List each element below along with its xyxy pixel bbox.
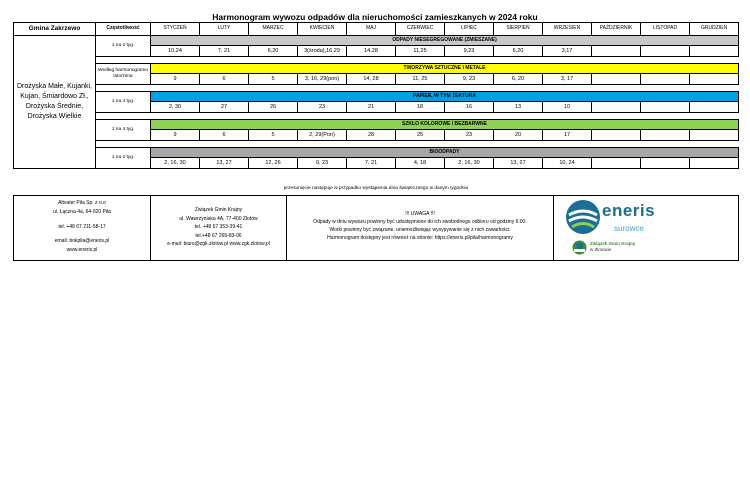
month-header: PAŹDZIERNIK bbox=[592, 23, 641, 36]
frequency-cell: 1 na 4 tyg. bbox=[96, 120, 151, 141]
date-cell: 13 bbox=[494, 102, 543, 113]
date-cell: 2, 16, 30 bbox=[445, 158, 494, 169]
date-cell: 27 bbox=[200, 102, 249, 113]
notice-line-3[interactable]: Harmonogram dostępny jest również na stronie: https://eneris.pl/pila/harmonogramy bbox=[327, 235, 513, 241]
header-row bbox=[14, 23, 739, 36]
date-cell: 23 bbox=[298, 102, 347, 113]
company-website[interactable]: www.eneris.pl bbox=[66, 247, 98, 253]
date-cell: 9 bbox=[151, 130, 200, 141]
separator-cell bbox=[96, 141, 739, 148]
category-row bbox=[14, 64, 739, 74]
holiday-note: przesunięcie następuje w przypadku wystąpienia dnia świątecznego w danym tygodniu bbox=[283, 186, 469, 191]
notice-heading: !!! UWAGA !!! bbox=[405, 211, 435, 217]
date-cell: 26 bbox=[249, 102, 298, 113]
zgk-phone-2: tel.+48 67 265-83-06 bbox=[195, 232, 242, 239]
date-cell: 6 bbox=[200, 74, 249, 85]
date-cell bbox=[690, 158, 739, 169]
date-cell: 3,17 bbox=[543, 46, 592, 57]
company-info bbox=[14, 196, 151, 260]
separator-row bbox=[14, 141, 739, 148]
date-cell: 11,25 bbox=[396, 46, 445, 57]
month-header: GRUDZIEŃ bbox=[690, 23, 739, 36]
month-header: MARZEC bbox=[249, 23, 298, 36]
separator-row bbox=[14, 85, 739, 92]
date-cell bbox=[690, 46, 739, 57]
gmina-header: Gmina Zakrzewo bbox=[14, 23, 96, 36]
month-header: WRZESIEŃ bbox=[543, 23, 592, 36]
separator-cell bbox=[96, 85, 739, 92]
places-cell: Drożyska Małe, Kujanki, Kujan, Śmiardowo Zł., Drożyska Średnie, Drożyska Wielkie bbox=[14, 36, 96, 169]
company-phone: tel. +48 67 211-58-17 bbox=[58, 223, 106, 230]
company-address: ul. Łączna 4a, 64-920 Piła bbox=[53, 208, 111, 215]
category-row bbox=[14, 148, 739, 158]
zgk-address: ul. Wawrzyniaka 4A, 77-400 Złotów bbox=[179, 215, 258, 222]
date-cell: 3, 17 bbox=[543, 74, 592, 85]
date-cell: 25 bbox=[396, 130, 445, 141]
surowce-wordmark: surowce bbox=[614, 224, 644, 233]
date-cell: 28 bbox=[347, 130, 396, 141]
date-cell: 16 bbox=[445, 102, 494, 113]
date-cell: 4, 18 bbox=[396, 158, 445, 169]
date-cell bbox=[641, 74, 690, 85]
date-cell: 2, 16, 30 bbox=[151, 158, 200, 169]
date-cell: 7, 21 bbox=[200, 46, 249, 57]
date-cell: 5 bbox=[249, 130, 298, 141]
zgk-logo-text bbox=[590, 241, 635, 253]
company-name: Altvater Piła Sp. z o.o bbox=[58, 200, 106, 206]
category-label: TWORZYWA SZTUCZNE I METALE bbox=[151, 64, 739, 74]
date-cell bbox=[641, 158, 690, 169]
notice-line-1: Odpady w dniu wywozu powinny być udostępnione do ich swobodnego odbioru od godziny 6:00. bbox=[313, 219, 527, 225]
date-cell: 3(środa),16,29 bbox=[298, 46, 347, 57]
date-cell: 20 bbox=[494, 130, 543, 141]
zgk-logo-icon bbox=[572, 240, 587, 255]
date-cell: 10,24 bbox=[151, 46, 200, 57]
notice-box bbox=[287, 196, 554, 260]
category-label: ODPADY NIESEGREGOWANE (ZMIESZANE) bbox=[151, 36, 739, 46]
month-header: LUTY bbox=[200, 23, 249, 36]
date-cell: 14,28 bbox=[347, 46, 396, 57]
category-row bbox=[14, 120, 739, 130]
date-cell: 9, 23 bbox=[445, 74, 494, 85]
separator-row bbox=[14, 113, 739, 120]
date-cell: 6,20 bbox=[494, 46, 543, 57]
date-cell: 9 bbox=[151, 74, 200, 85]
date-cell bbox=[592, 74, 641, 85]
date-cell: 2, 29(Pon) bbox=[298, 130, 347, 141]
date-cell: 3, 16, 29(pon) bbox=[298, 74, 347, 85]
month-header: LIPIEC bbox=[445, 23, 494, 36]
frequency-cell: 1 na 2 tyg. bbox=[96, 148, 151, 169]
month-header: MAJ bbox=[347, 23, 396, 36]
zgk-logo-line-2: w Złotowie bbox=[590, 246, 612, 252]
company-email[interactable]: email: bokpila@eneris.pl bbox=[54, 238, 110, 245]
date-cell bbox=[690, 74, 739, 85]
date-cell: 12, 26 bbox=[249, 158, 298, 169]
eneris-logo-icon bbox=[564, 198, 602, 236]
zgk-name: Związek Gmin Krajny bbox=[194, 207, 243, 213]
zgk-email[interactable]: e-mail: biuro@zgk.zlotow.pl www.zgk.zlotow.pl bbox=[167, 241, 270, 247]
category-label: BIOODPADY bbox=[151, 148, 739, 158]
frequency-cell: 1 na 4 tyg. bbox=[96, 92, 151, 113]
date-cell: 13, 27 bbox=[494, 158, 543, 169]
category-row bbox=[14, 92, 739, 102]
notice-line-2: Worki powinny być związane, uniemożliwiając wysypywanie się z nich zawartości. bbox=[329, 227, 511, 233]
month-header: KWIECIEŃ bbox=[298, 23, 347, 36]
frequency-cell: 1 na 2 tyg. bbox=[96, 36, 151, 57]
separator-row bbox=[14, 57, 739, 64]
date-cell bbox=[641, 130, 690, 141]
zgk-info bbox=[151, 196, 287, 260]
date-cell: 2, 30 bbox=[151, 102, 200, 113]
date-cell bbox=[690, 130, 739, 141]
date-cell bbox=[592, 46, 641, 57]
category-row bbox=[14, 36, 739, 46]
frequency-header: Częstotliwość bbox=[96, 23, 151, 36]
zgk-logo-line-1: Związek Gmin Krajny bbox=[590, 241, 636, 246]
separator-cell bbox=[96, 113, 739, 120]
date-cell bbox=[592, 158, 641, 169]
date-cell: 5 bbox=[249, 74, 298, 85]
month-header: SIERPIEŃ bbox=[494, 23, 543, 36]
date-cell: 6,20 bbox=[249, 46, 298, 57]
date-cell: 9, 23 bbox=[298, 158, 347, 169]
footer-panel bbox=[13, 195, 739, 261]
month-header: CZERWIEC bbox=[396, 23, 445, 36]
date-cell bbox=[641, 102, 690, 113]
date-cell: 7, 21 bbox=[347, 158, 396, 169]
date-cell: 6, 20 bbox=[494, 74, 543, 85]
date-cell: 23 bbox=[445, 130, 494, 141]
date-cell: 18 bbox=[396, 102, 445, 113]
month-header: STYCZEŃ bbox=[151, 23, 200, 36]
category-label: PAPIER, W TYM TEKTURA bbox=[151, 92, 739, 102]
date-cell bbox=[592, 130, 641, 141]
date-cell: 10 bbox=[543, 102, 592, 113]
eneris-wordmark: eneris bbox=[602, 201, 656, 220]
document-title: Harmonogram wywozu odpadów dla nieruchomości zamieszkanych w 2024 roku bbox=[212, 12, 538, 22]
date-cell: 13, 27 bbox=[200, 158, 249, 169]
date-cell: 21 bbox=[347, 102, 396, 113]
date-cell: 10, 24 bbox=[543, 158, 592, 169]
separator-cell bbox=[96, 57, 739, 64]
logo-area bbox=[554, 196, 740, 262]
date-cell: 11, 25 bbox=[396, 74, 445, 85]
date-cell bbox=[641, 46, 690, 57]
zgk-phone-1: tel. +48 67 353-39-41 bbox=[194, 224, 243, 230]
date-cell: 9,23 bbox=[445, 46, 494, 57]
schedule-table bbox=[13, 22, 739, 169]
date-cell bbox=[592, 102, 641, 113]
date-cell: 14, 28 bbox=[347, 74, 396, 85]
date-cell: 6 bbox=[200, 130, 249, 141]
frequency-cell: Według harmonogramu lato/zima bbox=[96, 64, 151, 85]
category-label: SZKŁO KOLOROWE I BEZBARWNE bbox=[151, 120, 739, 130]
date-cell bbox=[690, 102, 739, 113]
date-cell: 17 bbox=[543, 130, 592, 141]
month-header: LISTOPAD bbox=[641, 23, 690, 36]
